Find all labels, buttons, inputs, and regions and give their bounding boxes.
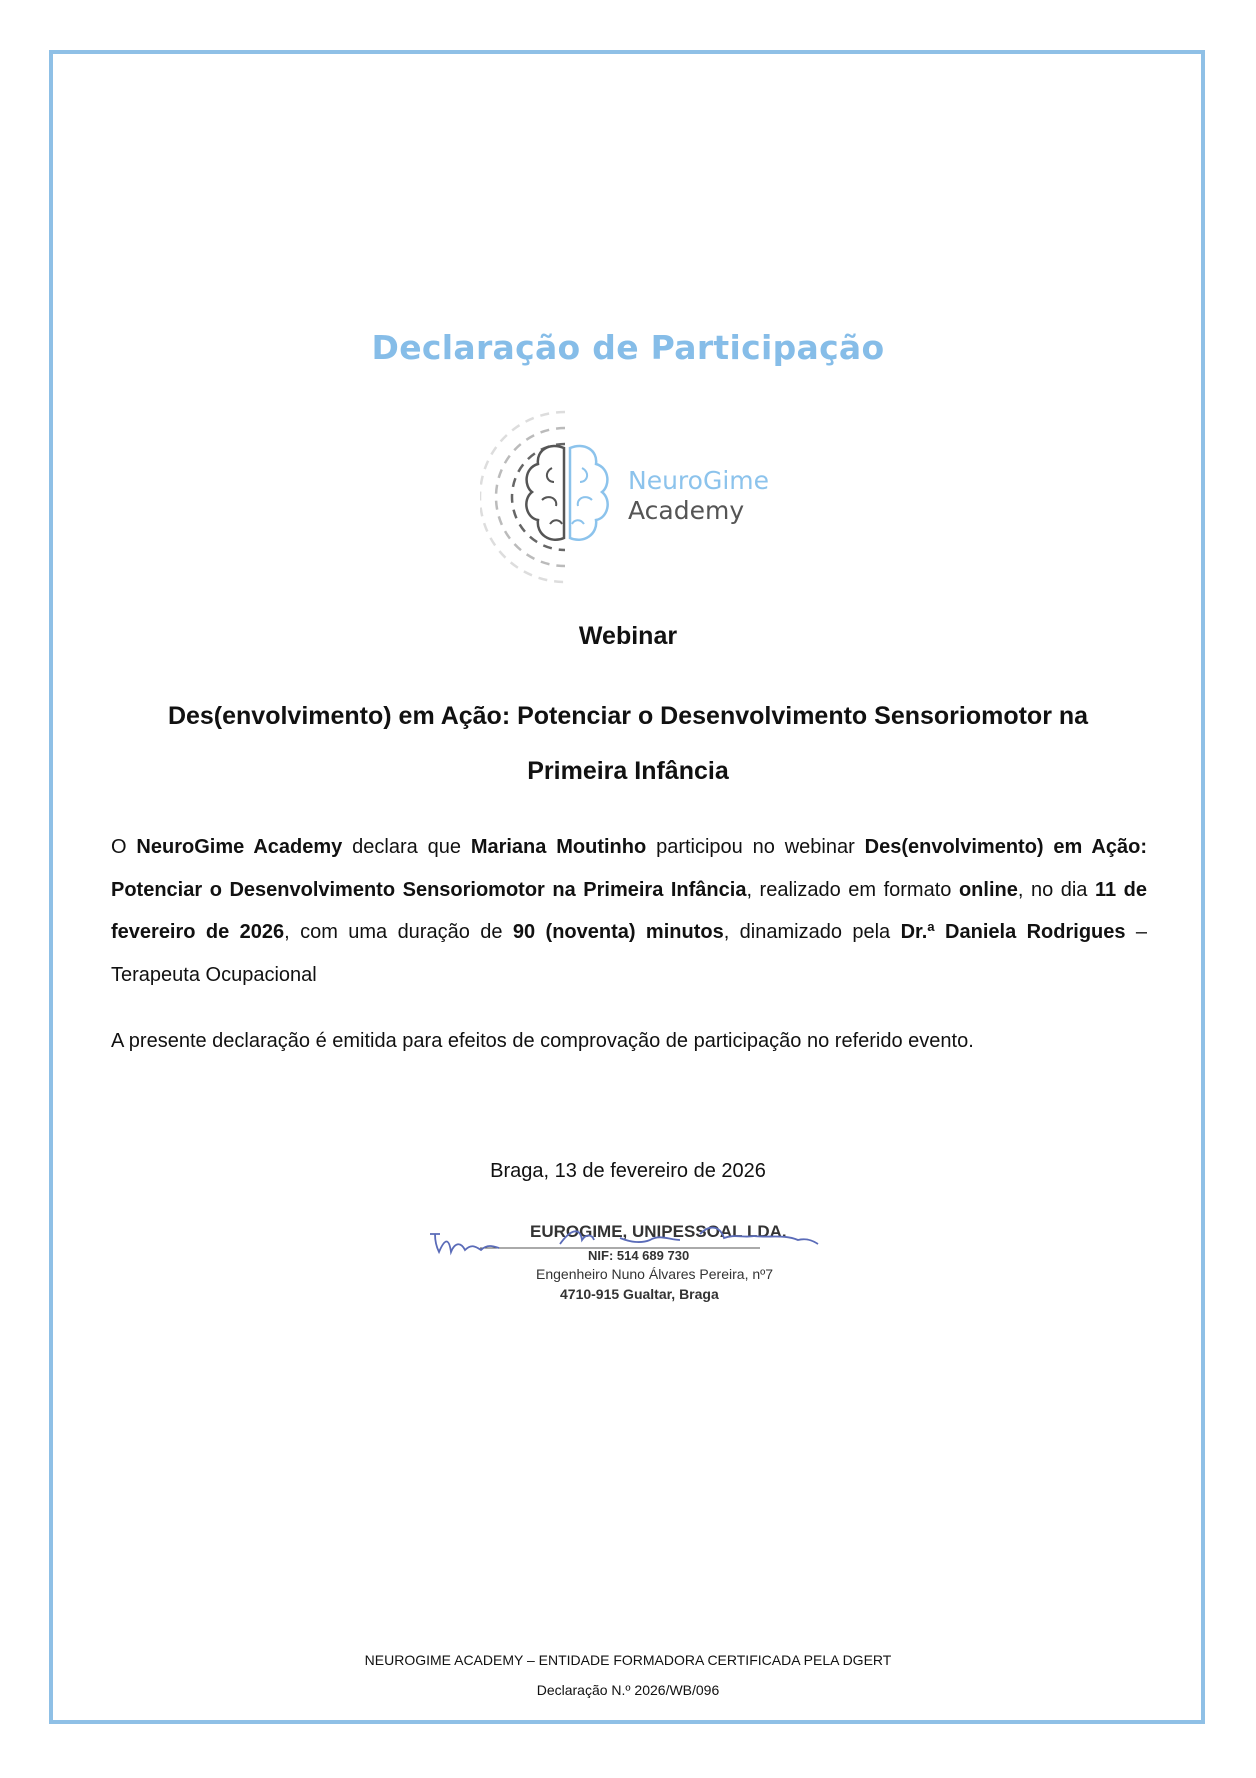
bold-text-segment: Mariana Moutinho [470,836,647,858]
text-segment: participou no webinar [646,836,865,858]
handwritten-signature [420,1214,880,1274]
bold-text-segment: online [958,878,1018,901]
logo-text-academy: Academy [628,496,745,525]
event-title-line-1: Des(envolvimento) em Ação: Potenciar o Desenvolvimento Sensoriomotor na [167,702,1089,730]
bold-text-segment: Des(envolvimento) em Ação: Potenciar o Desenvolvimento Sensoriomotor na Primeira Infância [111,836,1148,901]
company-stamp [420,1214,880,1314]
stamp-company: EUROGIME, UNIPESSOAL LDA. [530,1222,787,1241]
text-segment: , no dia [1017,878,1095,901]
text-segment: , dinamizado pela [723,921,901,943]
bold-text-segment: 11 de fevereiro de 2026 [111,878,1148,943]
event-type-heading: Webinar [578,622,678,650]
place-and-date: Braga, 13 de fevereiro de 2026 [490,1160,766,1182]
document-title: Declaração de Participação [371,328,885,367]
logo-text-neurogime: NeuroGime [628,466,770,495]
bold-text-segment: 90 (noventa) minutos [512,921,724,943]
stamp-address-1: Engenheiro Nuno Álvares Pereira, nº7 [536,1266,774,1282]
stamp-nif: NIF: 514 689 730 [588,1248,690,1263]
bold-text-segment: Dr.ª Daniela Rodrigues [900,921,1126,943]
text-segment: O [111,836,137,858]
footer-declaration-number: Declaração N.º 2026/WB/096 [536,1682,720,1698]
footer-entity: NEUROGIME ACADEMY – ENTIDADE FORMADORA CERTIFICADA PELA DGERT [364,1652,892,1668]
text-segment: – Terapeuta Ocupacional [111,921,1148,986]
event-title-line-2: Primeira Infância [527,757,729,785]
text-segment: , realizado em formato [746,878,959,901]
purpose-paragraph: A presente declaração é emitida para efeitos de comprovação de participação no referido evento. [111,1030,974,1052]
stamp-address-2: 4710-915 Gualtar, Braga [560,1286,719,1302]
bold-text-segment: NeuroGime Academy [136,836,343,858]
text-segment: , com uma duração de [284,921,513,943]
declaration-paragraph [111,826,1147,996]
text-segment: declara que [342,836,471,858]
